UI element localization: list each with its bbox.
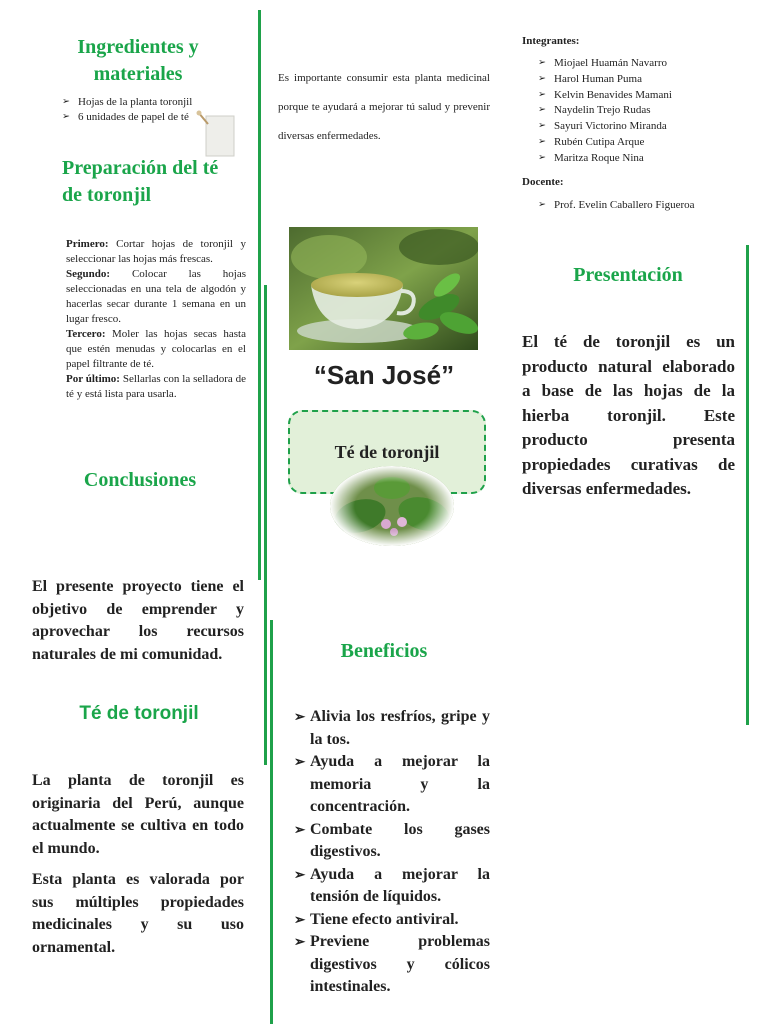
teacher-list [538, 198, 748, 213]
te-toronjil-paragraph-1: La planta de toronjil es originaria del Perú, aunque actualmente se cultiva en todo el mundo. [32, 772, 244, 857]
divider-line-right [746, 245, 749, 725]
list-item: ➢ 6 unidades de papel de té [62, 110, 190, 125]
benefit-item: ➢ Ayuda a mejorar la memoria y la concentración. [294, 751, 490, 819]
divider-line-left-lower [264, 285, 267, 765]
tea-cup-image [289, 227, 478, 350]
benefits-heading: Beneficios [340, 640, 428, 662]
ingredients-list [62, 95, 212, 125]
member-item: ➢ Maritza Roque Nina [538, 151, 738, 167]
presentation-text: El té de toronjil es un producto natural elaborado a base de las hojas de la hierba toronjil. Este producto presenta propiedades curativas de diversas enfermedades. [522, 332, 735, 498]
brand-title: “San José” [313, 360, 455, 390]
member-item: ➢ Miojael Huamán Navarro [538, 56, 738, 72]
ingredients-heading: Ingredientes y materiales [77, 36, 199, 85]
step-item: Segundo: Colocar las hojas seleccionadas en una tela de algodón y hacerlas secar durante 1 semana en un lugar fresco. [66, 268, 246, 325]
members-list [538, 56, 738, 167]
benefit-item: ➢ Tiene efecto antiviral. [294, 909, 490, 932]
teacher-item: ➢ Prof. Evelin Caballero Figueroa [538, 198, 748, 213]
toronjil-plant-image [330, 466, 454, 546]
te-toronjil-paragraph-2: Esta planta es valorada por sus múltiples propiedades medicinales y su uso ornamental. [32, 871, 244, 956]
member-item: ➢ Kelvin Benavides Mamani [538, 88, 738, 104]
divider-line-middle [270, 620, 273, 1024]
step-item: Por último: Sellarlas con la selladora de té y está lista para usarla. [66, 373, 246, 400]
benefits-list [294, 706, 490, 999]
benefit-item: ➢ Previene problemas digestivos y cólicos intestinales. [294, 931, 490, 999]
te-toronjil-heading: Té de toronjil [79, 703, 199, 724]
benefit-item: ➢ Combate los gases digestivos. [294, 819, 490, 864]
conclusions-heading: Conclusiones [83, 469, 197, 491]
step-item: Primero: Cortar hojas de toronjil y seleccionar las hojas más frescas. [66, 238, 247, 265]
member-item: ➢ Harol Human Puma [538, 72, 738, 88]
members-heading: Integrantes: [522, 35, 580, 47]
step-item: Tercero: Moler las hojas secas hasta que estén menudas y colocarlas en el papel filtrante de té. [66, 328, 246, 370]
intro-text: Es importante consumir esta planta medicinal porque te ayudará a mejorar tú salud y prevenir diversas enfermedades. [278, 72, 490, 142]
tea-bag-image [196, 110, 238, 158]
member-item: ➢ Rubén Cutipa Arque [538, 135, 738, 151]
list-item: ➢ Hojas de la planta toronjil [62, 95, 212, 110]
preparation-steps [66, 237, 246, 402]
presentation-heading: Presentación [573, 264, 683, 286]
benefit-item: ➢ Ayuda a mejorar la tensión de líquidos. [294, 864, 490, 909]
conclusions-text: El presente proyecto tiene el objetivo de emprender y aprovechar los recursos naturales de mi comunidad. [32, 578, 244, 663]
product-label: Té de toronjil [334, 442, 440, 462]
preparation-heading: Preparación del té de toronjil [62, 157, 219, 206]
teacher-heading: Docente: [522, 176, 564, 188]
member-item: ➢ Naydelin Trejo Rudas [538, 103, 738, 119]
member-item: ➢ Sayuri Victorino Miranda [538, 119, 738, 135]
benefit-item: ➢ Alivia los resfríos, gripe y la tos. [294, 706, 490, 751]
divider-line-left [258, 10, 261, 580]
